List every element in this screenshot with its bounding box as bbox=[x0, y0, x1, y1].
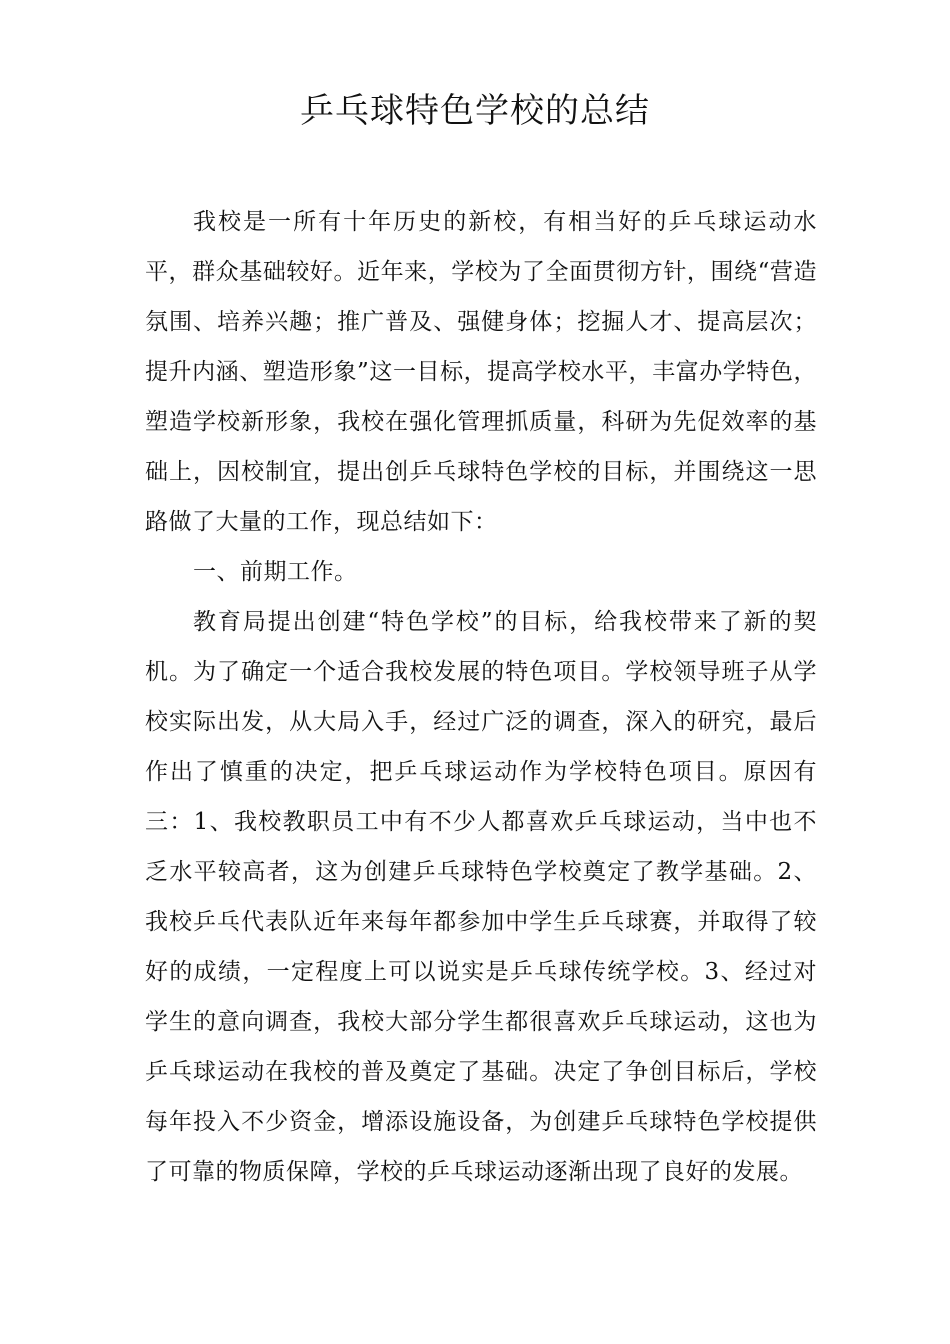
intro-paragraph: 我校是一所有十年历史的新校，有相当好的乒乓球运动水平，群众基础较好。近年来，学校为了全面贯彻方针，围绕“营造氛围、培养兴趣；推广普及、强健身体；挖掘人才、提高层次；提升内涵、塑造形象”这一目标，提高学校水平，丰富办学特色，塑造学校新形象，我校在强化管理抓质量，科研为先促效率的基础上，因校制宜，提出创乒乓球特色学校的目标，并围绕这一思路做了大量的工作，现总结如下： bbox=[145, 209, 817, 535]
document-title: 乒乓球特色学校的总结 bbox=[300, 91, 650, 131]
section-heading: 一、前期工作。 bbox=[193, 559, 358, 585]
body-paragraph: 教育局提出创建“特色学校”的目标，给我校带来了新的契机。为了确定一个适合我校发展的特色项目。学校领导班子从学校实际出发，从大局入手，经过广泛的调查，深入的研究，最后作出了慎重的决定，把乒乓球运动作为学校特色项目。原因有三：1、我校教职员工中有不少人都喜欢乒乓球运动，当中也不乏水平较高者，这为创建乒乓球特色学校奠定了教学基础。2、我校乒乓代表队近年来每年都参加中学生乒乓球赛，并取得了较好的成绩，一定程度上可以说实是乒乓球传统学校。3、经过对学生的意向调查，我校大部分学生都很喜欢乒乓球运动，这也为乒乓球运动在我校的普及奠定了基础。决定了争创目标后，学校每年投入不少资金，增添设施设备，为创建乒乓球特色学校提供了可靠的物质保障，学校的乒乓球运动逐渐出现了良好的发展。 bbox=[145, 609, 817, 1185]
document-body bbox=[145, 197, 817, 1197]
